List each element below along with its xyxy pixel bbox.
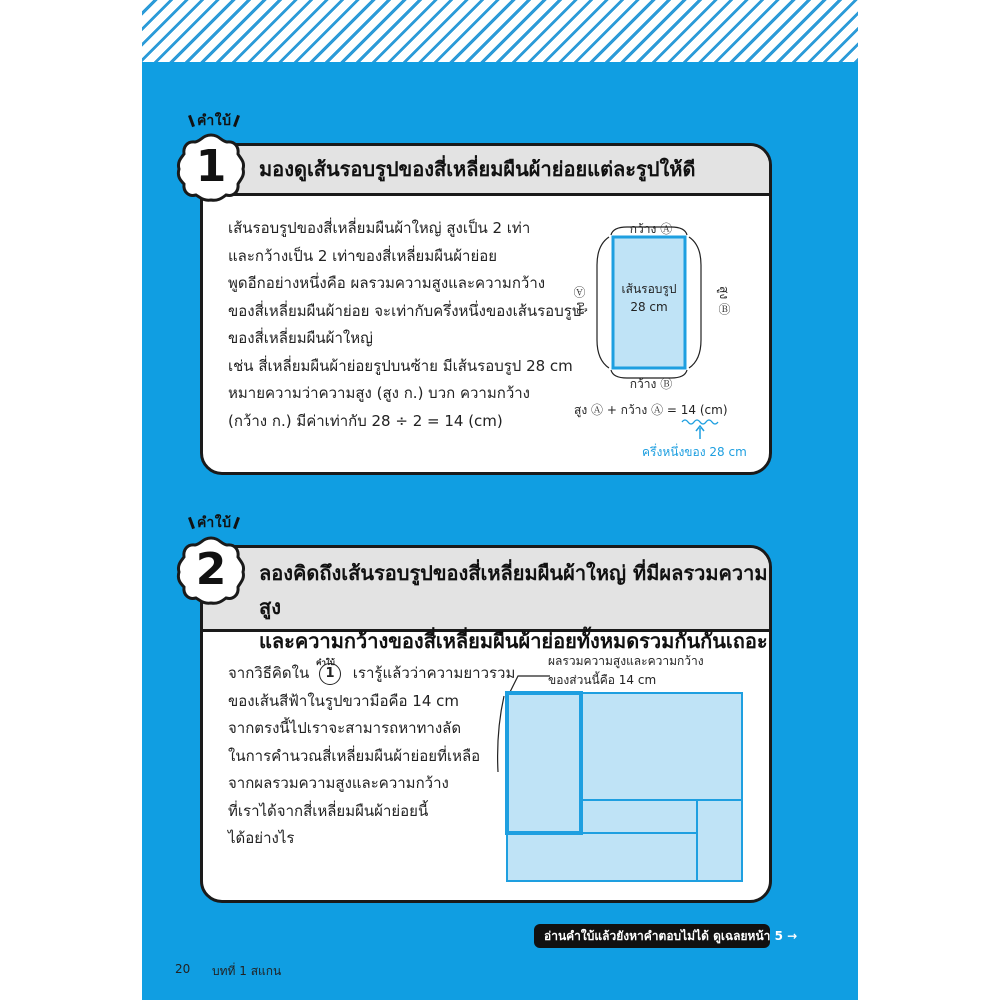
hint-1-header xyxy=(203,146,769,196)
hint-2-line: ของเส้นสีฟ้าในรูปขวามือคือ 14 cm xyxy=(228,691,459,710)
formula-text: สูง Ⓐ + กว้าง Ⓐ = 14 (cm) xyxy=(574,403,728,417)
diagram-2-label-line2: ของส่วนนี้คือ 14 cm xyxy=(548,673,657,687)
hint-2-line: จากตรงนี้ไปเราจะสามารถหาทางลัด xyxy=(228,719,462,737)
perimeter-value: 28 cm xyxy=(630,300,668,314)
inline-hint-tag: คำใบ้ xyxy=(316,657,335,667)
perimeter-label: เส้นรอบรูป xyxy=(621,282,677,296)
wavy-underline-and-arrow xyxy=(680,418,720,440)
inline-hint-number: 1 xyxy=(319,663,341,685)
hint-2-line: เรารู้แล้วว่าความยาวรวม xyxy=(352,664,516,682)
hint-2-rect-diagram xyxy=(490,672,750,887)
hint-2-tag: คำใบ้ xyxy=(186,512,242,534)
hint-2-header xyxy=(203,548,769,653)
see-answer-button[interactable]: อ่านคำใบ้แล้วยังหาคำตอบไม่ได้ ดูเฉลยหน้า 5 → xyxy=(534,924,770,948)
hint-1-line: ของสี่เหลี่ยมผืนผ้าใหญ่ xyxy=(228,329,373,347)
hint-2-number: 2 xyxy=(195,544,227,595)
hint-2-line: ในการคำนวณสี่เหลี่ยมผืนผ้าย่อยที่เหลือ xyxy=(228,746,481,765)
hint-2-heading-line1: ลองคิดถึงเส้นรอบรูปของสี่เหลี่ยมผืนผ้าใหญ่ ที่มีผลรวมความสูง xyxy=(259,561,768,619)
top-hatch-band xyxy=(142,0,858,62)
hint-1-line: พูดอีกอย่างหนึ่งคือ ผลรวมความสูงและความกว้าง xyxy=(228,274,546,292)
half-note: ครึ่งหนึ่งของ 28 cm xyxy=(642,445,747,459)
hint-2-line: จากวิธีคิดใน xyxy=(228,664,310,682)
hint-1-line: เช่น สี่เหลี่ยมผืนผ้าย่อยรูปบนซ้าย มีเส้นรอบรูป 28 cm xyxy=(228,356,573,375)
hint-2-heading-line2: และความกว้างของสี่เหลี่ยมผืนผ้าย่อยทั้งหมดรวมกันกันเถอะ xyxy=(259,629,768,653)
page-number: 20 xyxy=(175,962,191,976)
bottom-width-label: กว้าง Ⓑ xyxy=(629,377,673,391)
hint-2-first-line xyxy=(228,657,516,688)
right-height-label: สูง Ⓑ xyxy=(717,286,731,315)
hint-1-line: และกว้างเป็น 2 เท่าของสี่เหลี่ยมผืนผ้าย่อย xyxy=(228,246,498,265)
hint-1-tag: คำใบ้ xyxy=(186,110,242,132)
hint-1-line: (กว้าง ก.) มีค่าเท่ากับ 28 ÷ 2 = 14 (cm) xyxy=(228,411,503,430)
diagram-2-label-line1: ผลรวมความสูงและความกว้าง xyxy=(548,654,704,668)
chapter-label: บทที่ 1 สแกน xyxy=(212,964,282,978)
hint-1-line: ของสี่เหลี่ยมผืนผ้าย่อย จะเท่ากับครึ่งหนึ่งของเส้นรอบรูป xyxy=(228,301,582,320)
hint-1-badge xyxy=(175,131,247,203)
hint-1-number: 1 xyxy=(195,141,227,192)
hint-1-line: เส้นรอบรูปของสี่เหลี่ยมผืนผ้าใหญ่ สูงเป็น 2 เท่า xyxy=(228,219,531,237)
hint-2-line: จากผลรวมความสูงและความกว้าง xyxy=(228,774,449,792)
hint-1-line: หมายความว่าความสูง (สูง ก.) บวก ความกว้าง xyxy=(228,384,530,402)
inline-hint-1-ref xyxy=(316,657,344,685)
hint-1-heading: มองดูเส้นรอบรูปของสี่เหลี่ยมผืนผ้าย่อยแต่ละรูปให้ดี xyxy=(259,157,696,181)
hint-1-body xyxy=(228,215,581,435)
hint-2-line: ได้อย่างไร xyxy=(228,829,295,847)
top-width-label: กว้าง Ⓐ xyxy=(629,222,673,236)
hint-2-body xyxy=(228,657,516,853)
hint-2-line: ที่เราได้จากสี่เหลี่ยมผืนผ้าย่อยนี้ xyxy=(228,801,429,820)
left-height-label: สูง Ⓐ xyxy=(573,286,587,315)
hint-2-badge xyxy=(175,534,247,606)
